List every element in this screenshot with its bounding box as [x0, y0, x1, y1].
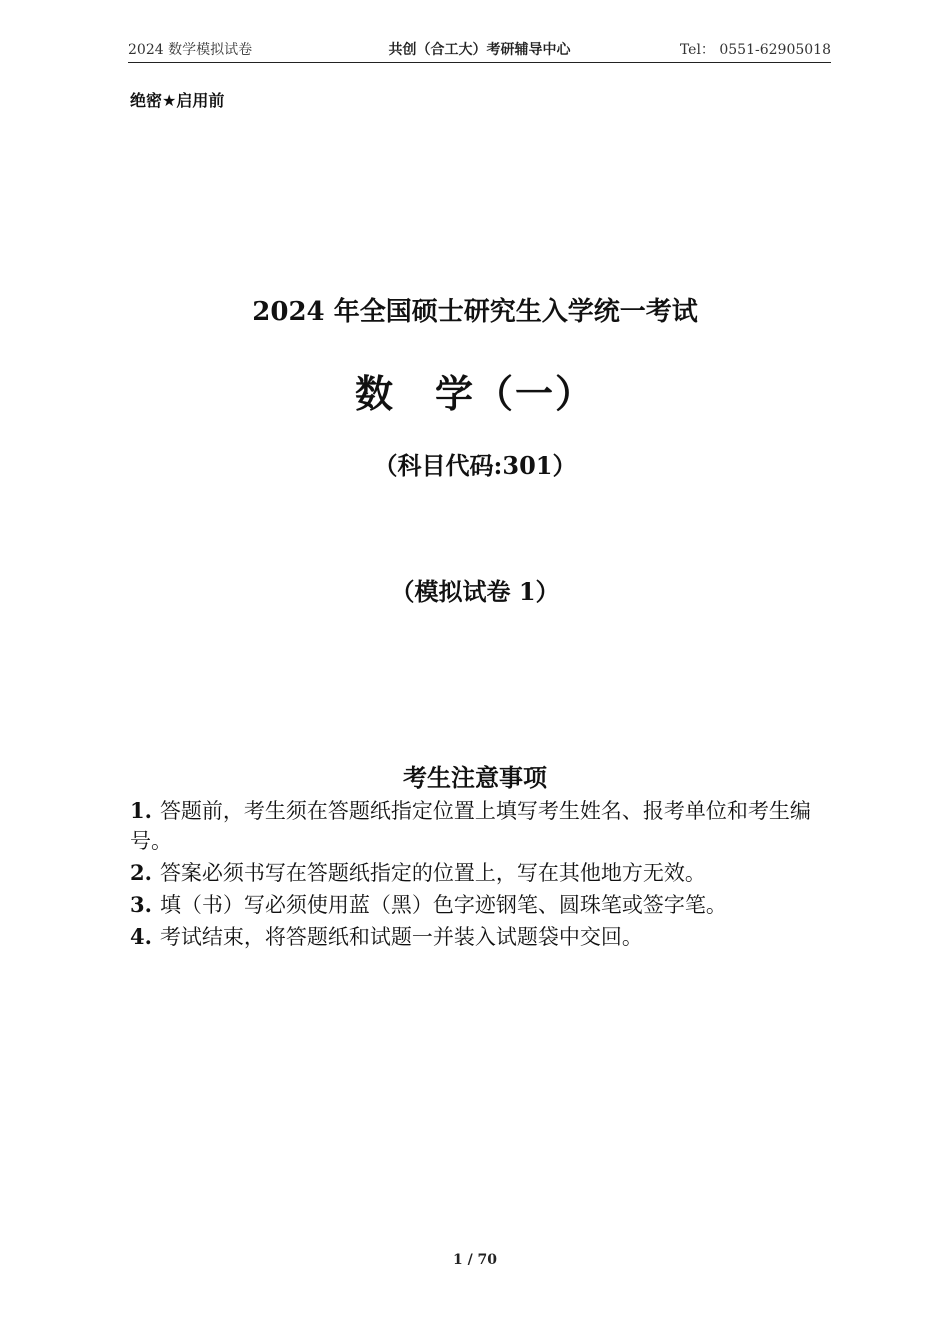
notice-item [130, 858, 830, 888]
header-phone: Tel： 0551-62905018 [679, 42, 831, 58]
notice-item-number: 3. [130, 892, 152, 917]
notice-list [130, 796, 830, 954]
notice-item-number: 1. [130, 798, 152, 823]
page-number: 1 / 70 [452, 1252, 498, 1268]
exam-title: 2024 年全国硕士研究生入学统一考试 [252, 297, 698, 327]
notice-item-number: 4. [130, 924, 152, 949]
paper-label: （模拟试卷 1） [390, 577, 560, 606]
notice-item [130, 890, 830, 920]
notice-title: 考生注意事项 [403, 764, 547, 792]
notice-item-number: 2. [130, 860, 152, 885]
notice-item-text: 考试结束，将答题纸和试题一并装入试题袋中交回。 [159, 925, 643, 949]
classification-label: 绝密★启用前 [130, 91, 225, 110]
header-organization: 共创（合工大）考研辅导中心 [388, 42, 571, 58]
notice-item [130, 922, 830, 952]
subject-title: 数 学（一） [354, 371, 595, 416]
page-header [128, 38, 831, 63]
subject-code: （科目代码:301） [373, 451, 577, 480]
notice-item-text: 填（书）写必须使用蓝（黑）色字迹钢笔、圆珠笔或签字笔。 [159, 893, 727, 917]
notice-item [130, 796, 830, 856]
notice-item-text: 答题前，考生须在答题纸指定位置上填写考生姓名、报考单位和考生编号。 [130, 799, 811, 853]
notice-item-text: 答案必须书写在答题纸指定的位置上，写在其他地方无效。 [159, 861, 706, 885]
header-doc-title: 2024 数学模拟试卷 [128, 42, 253, 58]
